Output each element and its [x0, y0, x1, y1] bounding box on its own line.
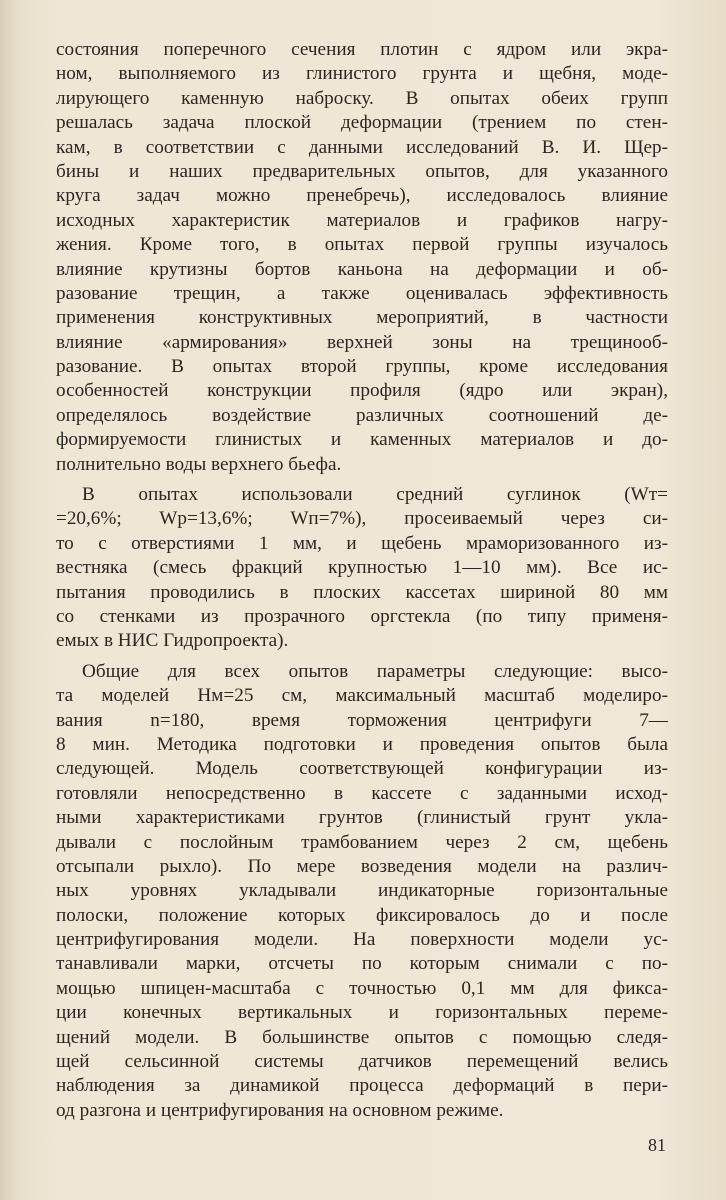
text-line: круга задач можно пренебречь), исследовалось влияние [56, 185, 668, 207]
text-line: танавливали марки, отсчеты по которым снимали с по- [56, 953, 668, 975]
text-line: формируемости глинистых и каменных материалов и до- [56, 429, 668, 451]
text-line: ции конечных вертикальных и горизонтальных переме- [56, 1002, 668, 1024]
text-line: емых в НИС Гидропроекта). [56, 630, 289, 652]
text-line: =20,6%; Wp=13,6%; Wп=7%), просеиваемый через си- [56, 508, 668, 530]
text-line: щей сельсинной системы датчиков перемещений велись [56, 1051, 668, 1073]
text-line: ными характеристиками грунтов (глинистый грунт укла- [56, 807, 668, 829]
text-line: влияние «армирования» верхней зоны на трещинооб- [56, 331, 668, 353]
text-line: разование трещин, а также оценивалась эффективность [56, 282, 668, 304]
text-line: жения. Кроме того, в опытах первой группы изучалось [56, 234, 668, 256]
text-line: ных уровнях укладывали индикаторные горизонтальные [56, 880, 668, 902]
text-line: вания n=180, время торможения центрифуги 7— [56, 709, 668, 731]
text-line: следующей. Модель соответствующей конфигурации из- [56, 758, 668, 780]
text-line: полоски, положение которых фиксировалось до и после [56, 904, 668, 926]
text-line: пытания проводились в плоских кассетах шириной 80 мм [56, 581, 668, 603]
paragraph [56, 660, 668, 1123]
text-line: со стенками из прозрачного оргстекла (по типу применя- [56, 605, 668, 627]
text-line: исходных характеристик материалов и графиков нагру- [56, 209, 668, 231]
paragraph [56, 38, 668, 477]
text-line: полнительно воды верхнего бьефа. [56, 453, 342, 475]
text-line: состояния поперечного сечения плотин с ядром или экра- [56, 39, 668, 60]
text-line: бины и наших предварительных опытов, для указанного [56, 160, 668, 182]
text-line: особенностей конструкции профиля (ядро или экран), [56, 380, 668, 402]
text-line: готовляли непосредственно в кассете с заданными исход- [56, 782, 668, 804]
text-line: та моделей Hм=25 см, максимальный масштаб моделиро- [56, 685, 668, 707]
text-line: центрифугирования модели. На поверхности модели ус- [56, 929, 668, 951]
text-line: 8 мин. Методика подготовки и проведения опытов была [56, 733, 668, 755]
text-line: наблюдения за динамикой процесса деформаций в пери- [56, 1075, 668, 1097]
text-line: влияние крутизны бортов каньона на деформации и об- [56, 258, 668, 280]
text-line: мощью шпицен-масштаба с точностью 0,1 мм для фикса- [56, 977, 668, 999]
page-number: 81 [648, 1135, 666, 1155]
text-line: щений модели. В большинстве опытов с помощью следя- [56, 1026, 668, 1048]
text-line: разование. В опытах второй группы, кроме исследования [56, 356, 668, 378]
text-line: применения конструктивных мероприятий, в частности [56, 307, 668, 329]
text-line: дывали с послойным трамбованием через 2 см, щебень [56, 831, 668, 853]
text-line: вестняка (смесь фракций крупностью 1—10 мм). Все ис- [56, 557, 668, 579]
text-line: кам, в соответствии с данными исследований В. И. Щер- [56, 136, 668, 158]
text-line: определялось воздействие различных соотношений де- [56, 404, 668, 426]
text-line: то с отверстиями 1 мм, и щебень мраморизованного из- [56, 532, 668, 554]
text-line: В опытах использовали средний суглинок (Wт= [82, 484, 668, 506]
text-line: отсыпали рыхло). По мере возведения модели на различ- [56, 855, 668, 877]
text-line: ном, выполняемого из глинистого грунта и щебня, моде- [56, 63, 668, 85]
paragraph [56, 483, 668, 654]
text-line: решалась задача плоской деформации (трением по стен- [56, 112, 668, 134]
body-text [56, 38, 668, 1123]
text-line: лирующего каменную наброску. В опытах обеих групп [56, 87, 668, 109]
text-line: Общие для всех опытов параметры следующие: высо- [82, 660, 668, 682]
text-line: од разгона и центрифугирования на основном режиме. [56, 1099, 504, 1121]
